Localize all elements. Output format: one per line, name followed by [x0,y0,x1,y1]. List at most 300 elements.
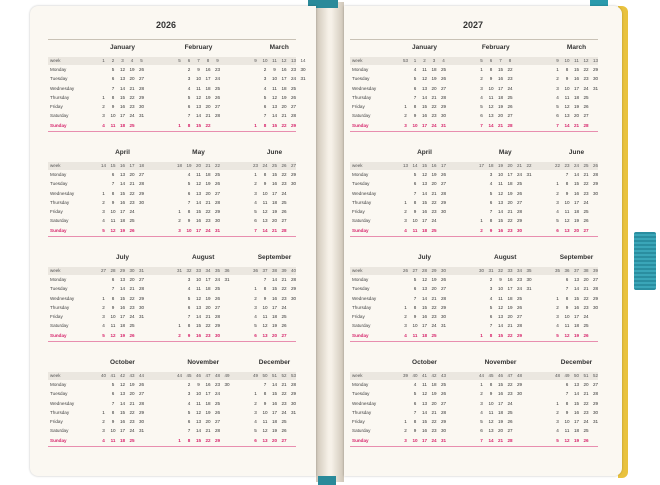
date-cell: 10 [412,218,418,224]
date-cell: 18 [119,122,126,128]
date-cell: 22 [205,209,211,215]
date-cell: 22 [129,409,135,415]
date-cell: 6 [187,190,191,196]
date-cell: 17 [271,304,278,310]
date-cell: 7 [111,286,115,292]
day-row [48,207,296,216]
date-cell: 18 [119,437,126,443]
date-cell: 6 [565,382,569,387]
date-cell: 9 [263,181,267,187]
date-cell: 15 [119,94,126,100]
date-cell: 4 [489,181,493,187]
week-number: 48 [214,373,220,378]
date-cell: 9 [263,295,267,301]
date-cell: 29 [290,391,297,397]
date-cell: 11 [110,437,116,443]
date-cell: 8 [263,172,267,177]
date-cell: 20 [271,218,278,224]
date-cell: 4 [102,323,105,329]
date-cell: 1 [556,295,559,301]
date-cell: 20 [507,314,513,320]
day-row [350,426,598,435]
month-name: March [269,44,289,51]
week-number: 47 [507,373,513,378]
date-cell: 19 [205,409,211,415]
date-cell: 20 [129,391,135,397]
date-cell: 14 [497,209,504,215]
date-cell: 29 [290,286,297,292]
date-cell: 7 [111,181,115,187]
date-cell: 23 [583,190,589,196]
date-cell: 28 [440,295,447,301]
week-number: 51 [583,373,589,378]
date-cell: 8 [489,382,493,387]
date-cell: 9 [413,428,417,434]
date-cell: 20 [129,76,135,82]
day-name: Wednesday [50,400,75,406]
sunday-rule [48,236,296,237]
week-label: week [352,58,363,63]
week-number: 13 [592,58,598,63]
date-cell: 9 [197,67,200,72]
date-cell: 26 [214,295,221,301]
week-number: 10 [564,58,570,63]
date-cell: 15 [195,122,202,128]
week-number: 36 [224,268,230,273]
week-number: 19 [186,163,192,168]
week-number-row [48,267,296,275]
week-label: week [352,163,363,168]
date-cell: 15 [497,218,504,224]
day-name: Thursday [50,409,70,415]
date-cell: 12 [497,190,504,196]
date-cell: 15 [195,437,202,443]
date-cell: 30 [138,104,145,110]
week-number: 39 [592,268,598,273]
month-headers [48,359,296,371]
week-number: 15 [110,163,116,168]
date-cell: 19 [271,428,278,434]
date-cell: 5 [263,94,267,100]
elastic-closure-band[interactable] [634,232,656,290]
date-cell: 20 [431,400,437,406]
month-headers [350,149,598,161]
date-cell: 13 [195,304,202,310]
date-cell: 11 [262,199,268,205]
date-cell: 14 [421,190,428,196]
week-number: 26 [281,163,287,168]
date-cell: 3 [102,428,105,434]
week-number: 49 [252,373,258,378]
date-cell: 30 [290,181,297,187]
date-cell: 3 [102,113,105,119]
date-cell: 26 [440,76,447,82]
month-name: August [192,254,215,261]
date-cell: 1 [178,437,181,443]
date-cell: 14 [119,400,126,406]
date-cell: 24 [583,419,589,425]
date-cell: 24 [281,190,287,196]
date-cell: 8 [187,209,191,215]
date-cell: 16 [281,67,287,72]
date-cell: 16 [421,209,428,215]
day-row [48,84,296,93]
date-cell: 19 [497,419,504,425]
week-number: 40 [290,268,296,273]
date-cell: 18 [271,314,278,320]
date-cell: 21 [497,437,504,443]
date-cell: 9 [273,67,276,72]
date-cell: 30 [224,382,230,387]
date-cell: 15 [119,409,126,415]
day-row [350,399,598,408]
date-cell: 2 [480,76,483,82]
date-cell: 1 [480,67,483,72]
date-cell: 30 [290,400,297,406]
day-name: Thursday [352,409,372,415]
date-cell: 6 [111,76,115,82]
date-cell: 17 [421,323,428,329]
date-cell: 18 [507,295,513,301]
date-cell: 13 [573,382,580,387]
date-cell: 24 [516,286,523,292]
date-cell: 16 [119,199,126,205]
left-page-2026 [30,6,316,476]
date-cell: 3 [489,286,493,292]
date-cell: 18 [281,85,287,91]
week-number: 37 [262,268,268,273]
date-cell: 2 [404,428,407,434]
date-cell: 4 [187,400,191,406]
date-cell: 3 [254,190,257,196]
date-cell: 25 [281,199,287,205]
date-cell: 4 [480,409,483,415]
date-cell: 18 [573,94,580,100]
week-number: 37 [573,268,579,273]
date-cell: 20 [507,199,513,205]
month-headers [48,254,296,266]
date-cell: 6 [489,199,493,205]
date-cell: 7 [565,391,569,397]
date-cell: 5 [413,76,417,82]
day-row [350,170,598,179]
date-cell: 8 [187,323,191,329]
date-cell: 22 [129,94,135,100]
date-cell: 8 [111,190,115,196]
date-cell: 24 [129,209,135,215]
date-cell: 24 [516,172,523,177]
date-cell: 7 [565,286,569,292]
date-cell: 14 [421,295,428,301]
date-cell: 10 [110,113,116,119]
week-number: 46 [497,373,503,378]
date-cell: 12 [119,67,126,72]
day-name: Friday [50,419,63,425]
date-cell: 3 [556,314,559,320]
date-cell: 28 [290,382,297,387]
week-number: 49 [564,373,570,378]
month-name: February [481,44,510,51]
date-cell: 16 [119,304,126,310]
date-cell: 3 [556,85,559,91]
week-number: 32 [186,268,192,273]
date-cell: 13 [421,181,428,187]
day-name: Tuesday [50,181,68,187]
date-cell: 13 [195,419,202,425]
date-cell: 13 [488,113,494,119]
date-cell: 15 [195,323,202,329]
week-number: 44 [176,373,182,378]
date-cell: 22 [507,332,513,338]
date-cell: 16 [573,304,580,310]
day-name: Friday [50,314,63,320]
day-name: Saturday [50,113,69,119]
date-cell: 30 [214,332,221,338]
date-cell: 3 [187,76,191,82]
date-cell: 28 [440,409,447,415]
date-cell: 27 [138,391,145,397]
date-cell: 10 [412,437,418,443]
date-cell: 29 [440,199,447,205]
date-cell: 10 [186,227,192,233]
date-cell: 6 [187,304,191,310]
date-cell: 20 [431,85,437,91]
date-cell: 8 [413,199,417,205]
date-cell: 19 [431,277,437,282]
date-cell: 12 [421,76,428,82]
date-cell: 6 [187,104,191,110]
week-number: 16 [119,163,125,168]
month-name: December [258,359,291,366]
week-number: 25 [271,163,277,168]
date-cell: 3 [254,409,257,415]
date-cell: 17 [205,391,211,397]
week-number: 18 [488,163,494,168]
week-number: 29 [431,268,437,273]
month-name: January [412,44,437,51]
date-cell: 18 [205,85,211,91]
header-rule [48,39,296,40]
day-row [48,189,296,198]
date-cell: 31 [138,113,145,119]
month-name: September [559,254,594,261]
day-row [48,408,296,417]
date-cell: 23 [129,304,135,310]
week-number: 8 [206,58,210,63]
date-cell: 13 [488,428,494,434]
date-cell: 28 [138,85,145,91]
date-cell: 13 [262,218,268,224]
date-cell: 13 [271,104,278,110]
date-cell: 11 [110,323,116,329]
date-cell: 6 [480,113,483,119]
month-name: June [266,149,283,156]
sunday-rule [48,446,296,447]
date-cell: 23 [281,295,287,301]
month-headers [350,359,598,371]
date-cell: 14 [271,113,278,119]
week-number: 35 [526,268,532,273]
day-row [350,331,598,340]
date-cell: 18 [205,172,211,177]
week-number: 31 [138,268,144,273]
date-cell: 4 [187,286,191,292]
week-label: week [50,163,61,168]
date-cell: 27 [440,85,447,91]
date-cell: 11 [564,323,570,329]
date-cell: 28 [214,428,221,434]
date-cell: 15 [119,190,126,196]
date-cell: 6 [111,391,115,397]
date-cell: 21 [431,409,437,415]
bookmark-ribbon-bottom [318,476,336,485]
date-cell: 17 [573,314,580,320]
day-row [48,198,296,207]
date-cell: 4 [187,172,191,177]
date-cell: 16 [195,332,202,338]
date-cell: 7 [489,323,493,329]
date-cell: 25 [281,314,287,320]
date-cell: 24 [214,391,221,397]
date-cell: 29 [592,67,599,72]
date-cell: 1 [254,286,257,292]
date-cell: 11 [272,85,277,91]
date-cell: 16 [205,382,211,387]
day-name: Tuesday [352,76,370,82]
day-name: Saturday [352,428,371,434]
header-rule [350,39,598,40]
date-cell: 31 [224,277,230,282]
date-cell: 9 [565,409,569,415]
day-name: Monday [50,277,67,282]
week-number-row [350,372,598,380]
date-cell: 5 [254,209,257,215]
date-cell: 25 [431,227,437,233]
date-cell: 3 [556,199,559,205]
date-cell: 26 [214,409,221,415]
right-page-2027 [344,6,622,476]
date-cell: 3 [556,419,559,425]
date-cell: 14 [195,314,202,320]
date-cell: 10 [488,85,494,91]
date-cell: 3 [102,314,105,320]
date-cell: 31 [300,76,306,82]
week-number: 28 [421,268,427,273]
date-cell: 7 [263,277,267,282]
day-row [48,170,296,179]
date-cell: 4 [413,67,417,72]
date-cell: 22 [281,286,287,292]
day-name: Friday [50,209,63,215]
week-number: 7 [197,58,200,63]
date-cell: 5 [413,277,417,282]
date-cell: 16 [421,113,428,119]
date-cell: 15 [497,332,504,338]
day-row [350,284,598,293]
date-cell: 14 [497,323,504,329]
date-cell: 19 [205,181,211,187]
day-row [48,93,296,102]
date-cell: 17 [119,428,126,434]
date-cell: 2 [254,181,257,187]
date-cell: 9 [499,277,502,282]
date-cell: 7 [556,122,559,128]
date-cell: 22 [129,190,135,196]
day-name: Thursday [352,199,372,205]
month-name: October [110,359,135,366]
week-number: 12 [583,58,589,63]
week-number: 44 [478,373,484,378]
sunday-rule [48,341,296,342]
date-cell: 2 [404,314,407,320]
week-number: 9 [254,58,257,63]
week-number: 49 [224,373,230,378]
date-cell: 25 [516,181,523,187]
date-cell: 29 [592,295,599,301]
date-cell: 21 [583,391,589,397]
date-cell: 23 [214,67,221,72]
date-cell: 8 [111,409,115,415]
date-cell: 9 [489,76,493,82]
date-cell: 19 [431,76,437,82]
month-name: August [494,254,517,261]
day-name: Thursday [50,304,70,310]
day-name: Monday [50,382,67,387]
week-number: 26 [402,268,408,273]
date-cell: 29 [516,218,523,224]
date-cell: 26 [516,304,523,310]
week-number: 26 [592,163,598,168]
date-cell: 10 [110,314,116,320]
date-cell: 30 [592,409,599,415]
date-cell: 17 [119,314,126,320]
date-cell: 27 [440,181,447,187]
date-cell: 22 [281,122,287,128]
date-cell: 24 [281,409,287,415]
date-cell: 8 [565,295,569,301]
date-cell: 27 [507,428,513,434]
date-cell: 17 [573,419,580,425]
day-row [350,84,598,93]
day-name: Sunday [352,332,369,338]
date-cell: 21 [129,85,135,91]
date-cell: 10 [497,172,504,177]
date-cell: 9 [413,314,417,320]
date-cell: 20 [271,437,278,443]
date-cell: 24 [431,437,437,443]
date-cell: 15 [497,382,504,387]
date-cell: 25 [583,209,589,215]
date-cell: 14 [573,391,580,397]
day-name: Thursday [50,199,70,205]
week-number: 36 [564,268,570,273]
date-cell: 18 [421,332,428,338]
date-cell: 7 [489,209,493,215]
date-cell: 30 [592,304,599,310]
date-cell: 30 [440,428,447,434]
date-cell: 11 [262,419,268,425]
week-number: 21 [516,163,522,168]
date-cell: 1 [254,172,257,177]
date-cell: 3 [102,209,105,215]
date-cell: 2 [404,113,407,119]
date-cell: 20 [281,104,287,110]
date-cell: 28 [138,286,145,292]
date-cell: 2 [102,304,105,310]
date-cell: 4 [254,199,257,205]
date-cell: 31 [526,172,532,177]
date-cell: 2 [102,199,105,205]
